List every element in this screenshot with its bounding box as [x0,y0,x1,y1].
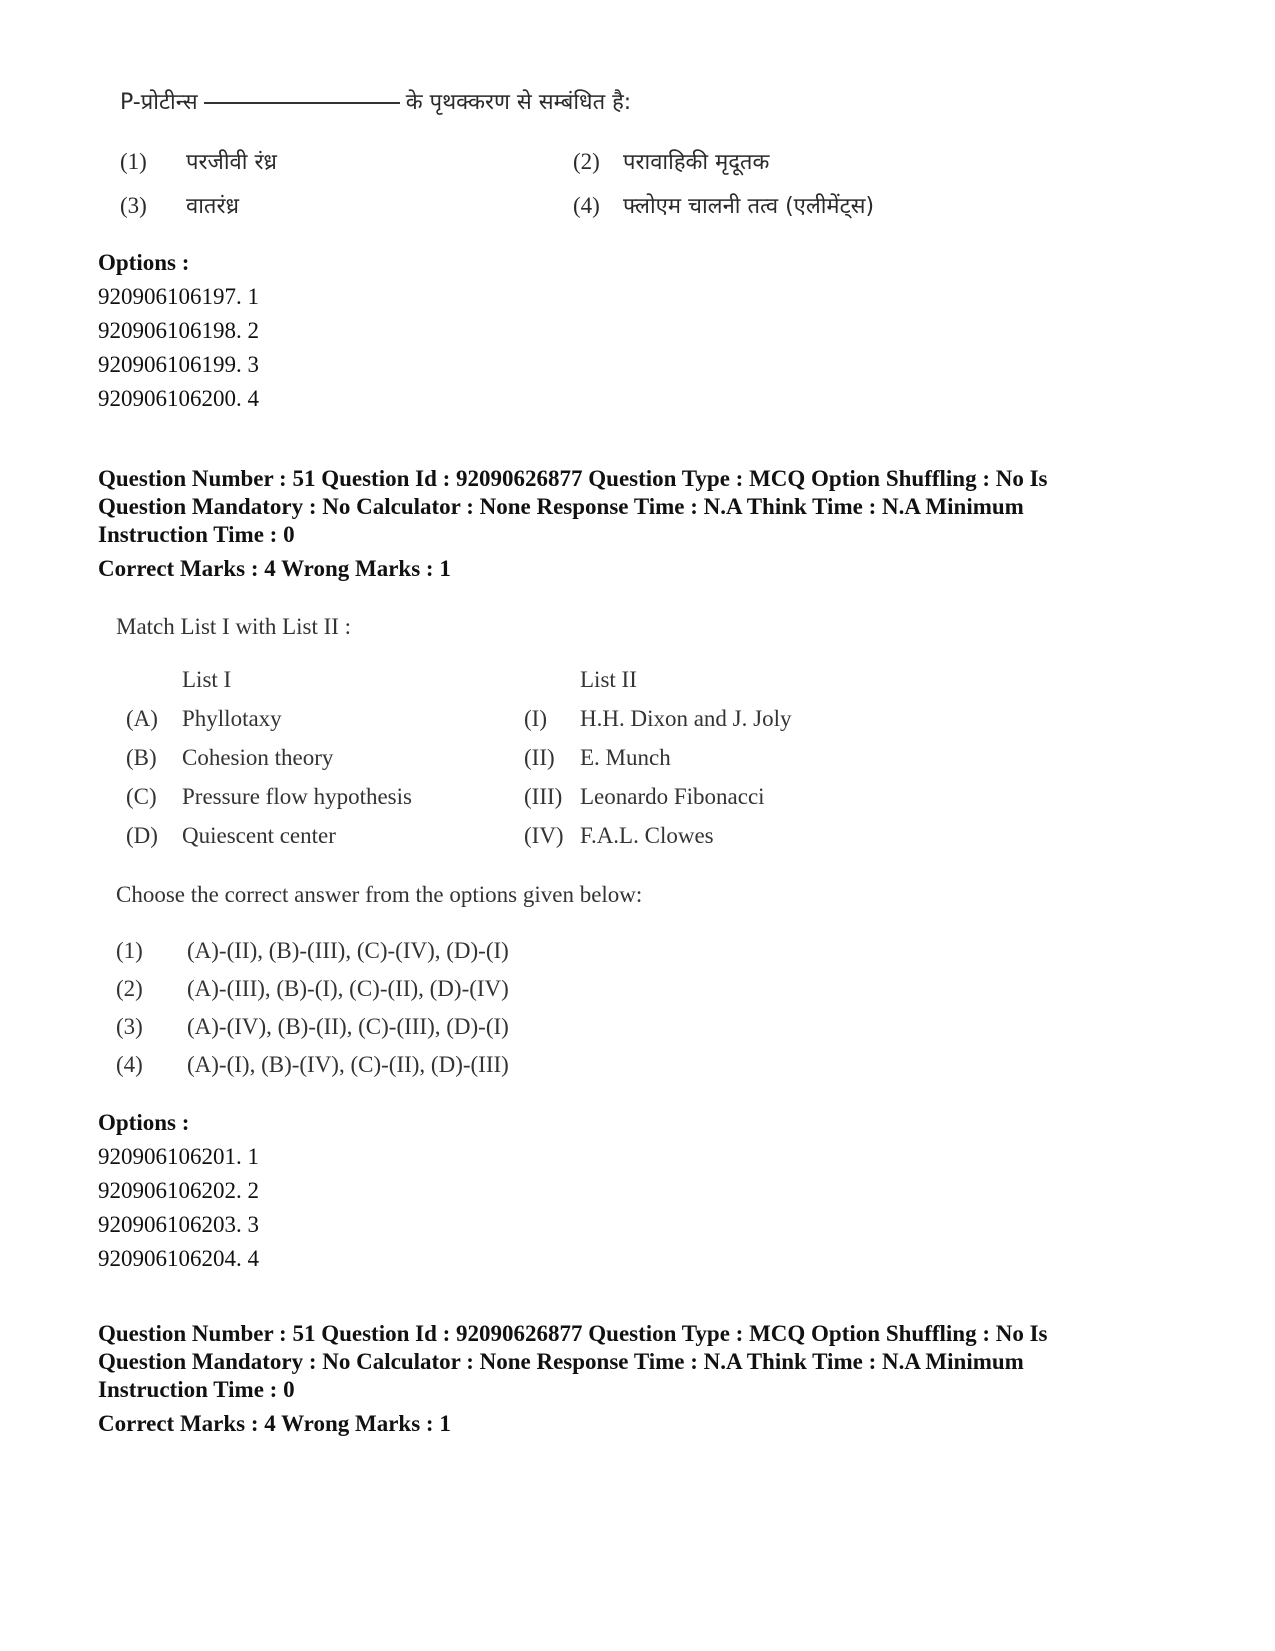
answer-choice-3: (3) (A)-(IV), (B)-(II), (C)-(III), (D)-(I) [116,1014,509,1039]
question-meta: Question Number : 51 Question Id : 92090626877 Question Type : MCQ Option Shuffling : No Is Question Mandatory : No Calculator : None Response Time : N.A Think Time : N.A Minimum Instruction Time : 0 [98,466,1048,547]
option-line: 920906106199. 3 [98,352,259,377]
option-line: 920906106200. 4 [98,386,259,411]
list2-header: List II [580,667,637,692]
options-title: Options : [98,250,190,275]
question-marks: Correct Marks : 4 Wrong Marks : 1 [98,556,451,581]
question-intro: Match List I with List II : [116,614,352,639]
answer-choice-2: (2) (A)-(III), (B)-(I), (C)-(II), (D)-(IV) [116,976,509,1001]
option-line: 920906106197. 1 [98,284,259,309]
choose-instruction: Choose the correct answer from the options given below: [116,882,643,907]
document-page: P-प्रोटीन्स के पृथक्करण से सम्बंधित है: (1) परजीवी रंध्र (2) परावाहिकी मृदूतक (3) वातरंध्र (4) फ्लोएम चालनी तत्व (एलीमेंट्स) Options : 920906106197. 1 920906106198. 2 920906106199. 3 920906106200. 4 Question Number : 51 Question Id : 92090626877 Question Type : MCQ Option Shuffling : No Is Question Mandatory : No Calculator : None Response Time : N.A Think Time : N.A Minimum Instruction Time : 0 Correct Marks : 4 Wrong Marks : 1 Match List I with List II : List I List II (A) Phyllotaxy (I) H.H. Dixon and J. Joly (B) Cohesion theory (II) E. Munch (C) Pressure flow hypothesis (III) Leonardo Fibonacci (D) Quiescent center (IV) F.A.L. Clowes Choose the correct answer from the options given below: (1) (A)-(II), (B)-(III), (C)-(IV), (D)-(I) (2) (A)-(III), (B)-(I), (C)-(II), (D)-(IV) (3) (A)-(IV), (B)-(II), (C)-(III), (D)-(I) (4) (A)-(I), (B)-(IV), (C)-(II), (D)-(III) Options : 920906106201. 1 920906106202. 2 920906106203. 3 920906106204. 4 Question Number : 51 Question Id : 92090626877 Question Type : MCQ Option Shuffling : No Is Question Mandatory : No Calculator : None Response Time : N.A Think Time : N.A Minimum Instruction Time : 0 Correct Marks : 4 Wrong Marks : 1 [0,0,1275,1651]
option-line: 920906106198. 2 [98,318,259,343]
hindi-choice-3: (3) वातरंध्र [120,193,239,219]
option-line: 920906106202. 2 [98,1178,259,1203]
question-meta-repeat: Question Number : 51 Question Id : 92090626877 Question Type : MCQ Option Shuffling : No Is Question Mandatory : No Calculator : None Response Time : N.A Think Time : N.A Minimum Instruction Time : 0 [98,1321,1048,1402]
hindi-choice-2: (2) परावाहिकी मृदूतक [573,149,770,175]
answer-choice-4: (4) (A)-(I), (B)-(IV), (C)-(II), (D)-(III) [116,1052,509,1077]
hindi-question-stem [120,86,631,116]
option-line: 920906106203. 3 [98,1212,259,1237]
option-line: 920906106204. 4 [98,1246,259,1271]
hindi-choice-1: (1) परजीवी रंध्र [120,149,277,175]
options-title: Options : [98,1110,190,1135]
stem-after-blank: के पृथक्करण से सम्बंधित है: [405,90,632,115]
option-line: 920906106201. 1 [98,1144,259,1169]
hindi-choice-4: (4) फ्लोएम चालनी तत्व (एलीमेंट्स) [573,193,875,219]
fill-blank [204,102,400,104]
question-marks-repeat: Correct Marks : 4 Wrong Marks : 1 [98,1411,451,1436]
answer-choice-1: (1) (A)-(II), (B)-(III), (C)-(IV), (D)-(I) [116,938,509,963]
stem-before-blank: P-प्रोटीन्स [120,90,198,115]
list1-header: List I [182,667,232,692]
